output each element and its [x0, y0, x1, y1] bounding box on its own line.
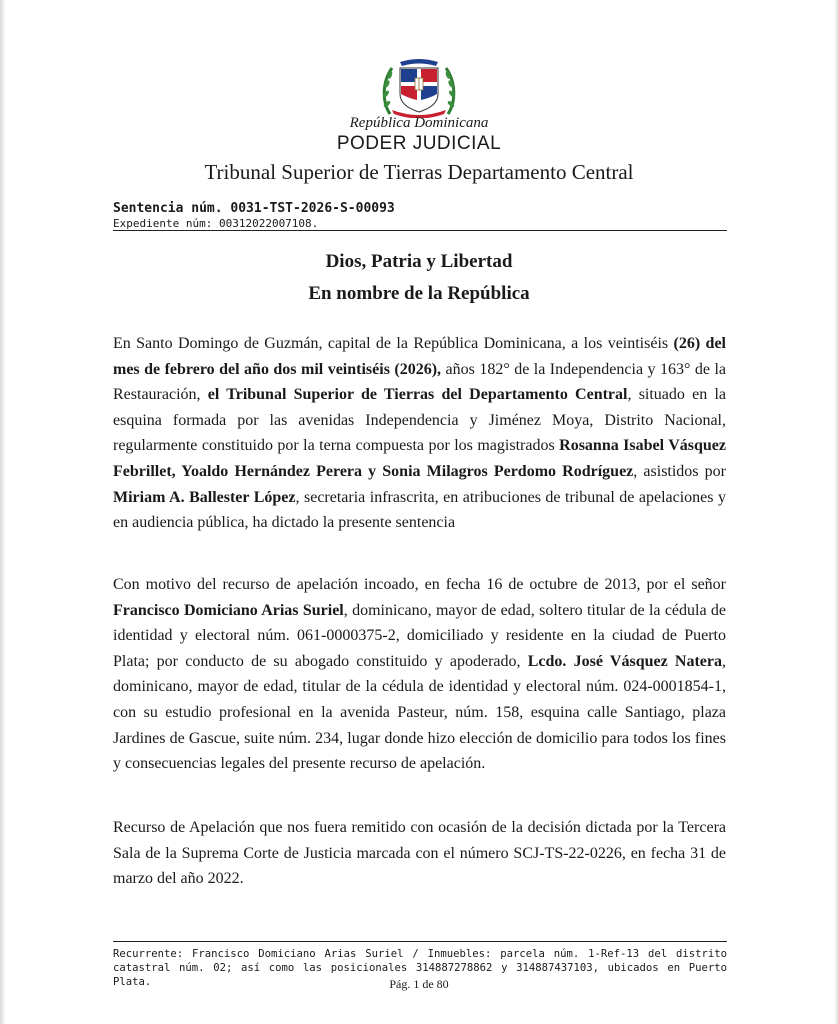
bold-run: Lcdo. José Vásquez Natera [527, 652, 723, 670]
paragraph-court-composition [113, 331, 726, 536]
footer-divider [113, 941, 727, 942]
page-number: Pág. 1 de 80 [389, 977, 449, 991]
bold-run: Francisco Domiciano Arias Suriel [113, 601, 344, 619]
paragraph-appeal-referral [113, 815, 726, 892]
bold-run: Miriam A. Ballester López [113, 488, 296, 506]
republic-name: República Dominicana [349, 115, 489, 131]
bold-run: el Tribunal Superior de Tierras del Departamento Central [207, 386, 628, 404]
text-run: , dominicano, mayor de edad, titular de la cédula de identidad y electoral núm. 024-0001854-1, con su estudio profesional en la avenida Pasteur, núm. 158, esquina calle Santiago, plaza Jardines de Gascue, suite núm. 234, lugar donde hizo elección de domicilio para todos los fines y consecuencias legales del presente recurso de apelación. [113, 652, 727, 773]
text-run: Recurso de Apelación que nos fuera remitido con ocasión de la decisión dictada por la Tercera Sala de la Suprema Corte de Justicia marcada con el número SCJ-TS-22-0226, en fecha 31 de marzo del año 2022. [113, 819, 726, 888]
text-run: años 182° de la Independencia y 163° de la Restauración, [113, 360, 726, 404]
text-run: , dominicano, mayor de edad, soltero titular de la cédula de identidad y electoral núm. 061-0000375-2, domiciliado y residente en la ciudad de Puerto Plata; por conducto de su abogado constituido y apoderado, [113, 601, 726, 670]
paragraph-appeal-motive [113, 572, 726, 777]
text-run: , asistidos por [633, 462, 726, 480]
bold-run: (26) del mes de febrero del año dos mil veintiséis (2026), [113, 335, 726, 378]
file-number: Expediente núm: 00312022007108. [113, 217, 319, 230]
text-run: , situado en la esquina formada por las avenidas Independencia y Jiménez Moya, Distrito Nacional, regularmente constituido por la terna compuesta por los magistrados [113, 386, 726, 455]
text-run: , secretaria infrascrita, en atribuciones de tribunal de apelaciones y en audiencia pública, ha dictado la presente sentencia [113, 488, 726, 532]
national-motto: Dios, Patria y Libertad [325, 251, 513, 272]
text-run: Con motivo del recurso de apelación incoado, en fecha 16 de octubre de 2013, por el señor [113, 576, 726, 593]
text-run: En Santo Domingo de Guzmán, capital de la República Dominicana, a los veintiséis [113, 335, 674, 352]
footer-case-summary: Recurrente: Francisco Domiciano Arias Suriel / Inmuebles: parcela núm. 1-Ref-13 del distrito catastral núm. 02; así como las posicionales 314887278862 y 314887437103, ubicados en Puerto Plata. [113, 948, 727, 988]
judicial-power-title: PODER JUDICIAL [336, 133, 502, 154]
coat-of-arms-icon [378, 56, 460, 118]
sentence-number: Sentencia núm. 0031-TST-2026-S-00093 [113, 201, 395, 216]
header-divider [113, 230, 727, 231]
republic-invocation: En nombre de la República [308, 283, 530, 304]
tribunal-name: Tribunal Superior de Tierras Departamento Central [204, 160, 634, 184]
bold-run: Rosanna Isabel Vásquez Febrillet, Yoaldo Hernández Perera y Sonia Milagros Perdomo Rodríguez [113, 437, 727, 480]
